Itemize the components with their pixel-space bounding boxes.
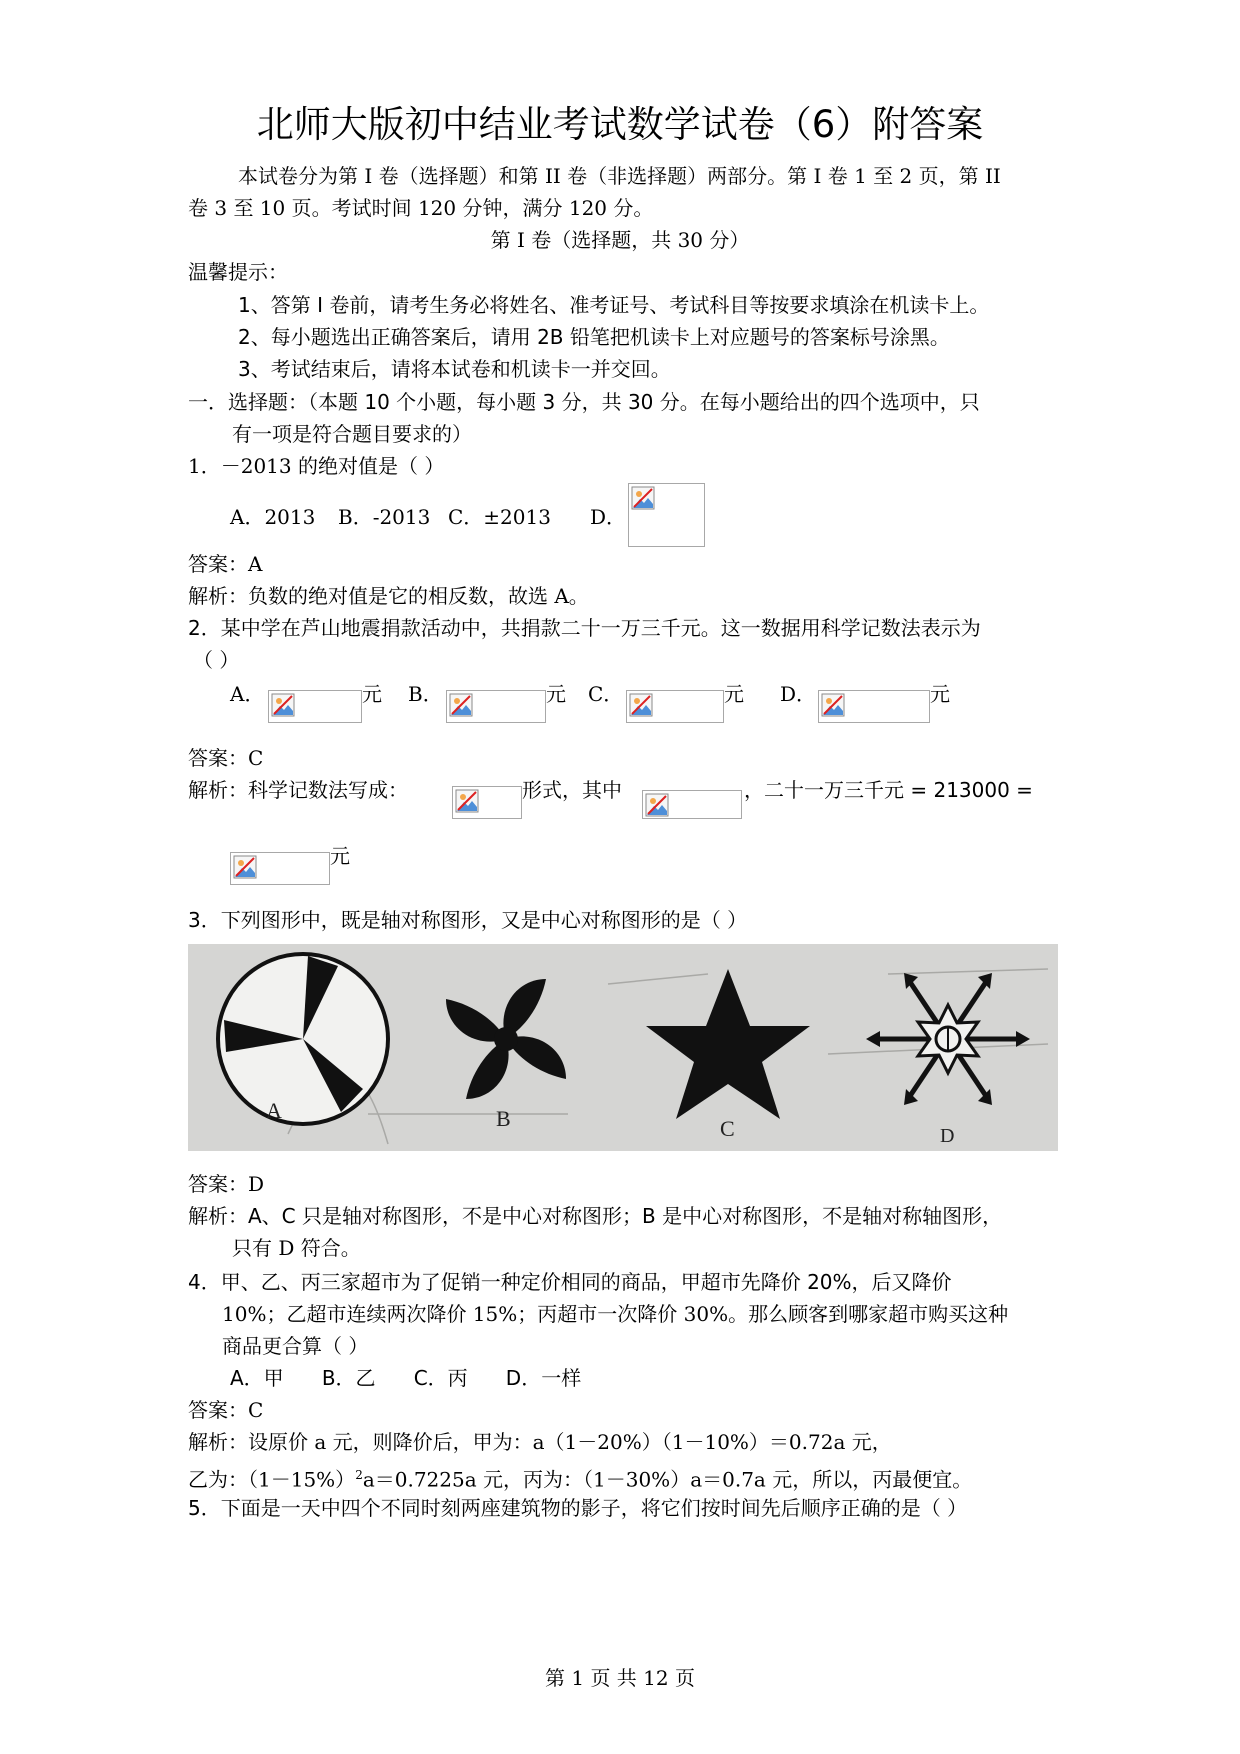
q1-stem: 1．－2013 的绝对值是（ ） [188, 454, 445, 478]
q4-analysis-exponent: 2 [355, 1468, 363, 1482]
broken-image-icon [631, 486, 655, 510]
q4-options: A．甲 B．乙 C．丙 D．一样 [230, 1366, 582, 1390]
q2-stem-cont: （ ） [193, 648, 240, 672]
q2-unit: 元 [930, 682, 950, 706]
q1-analysis: 解析：负数的绝对值是它的相反数，故选 A。 [188, 584, 589, 608]
q4-stem-cont: 商品更合算（ ） [222, 1334, 369, 1358]
tip-item: 1、答第 I 卷前，请考生务必将姓名、准考证号、考试科目等按要求填涂在机读卡上。 [238, 293, 990, 317]
q3-stem: 3．下列图形中，既是轴对称图形，又是中心对称图形的是（ ） [188, 908, 748, 932]
broken-image-placeholder [268, 690, 362, 723]
q2-option-a: A． [230, 682, 265, 706]
q5-stem: 5．下面是一天中四个不同时刻两座建筑物的影子，将它们按时间先后顺序正确的是（ ） [188, 1496, 968, 1520]
broken-image-placeholder [230, 852, 330, 885]
q1-option-d: D． [590, 505, 627, 529]
figure-label-c: C [720, 1116, 735, 1141]
q4-analysis-cont [188, 1461, 972, 1494]
figure-a-circle-blades [218, 954, 388, 1124]
tips-label: 温馨提示： [188, 260, 288, 284]
broken-image-icon [645, 793, 669, 817]
broken-image-placeholder [446, 690, 546, 723]
broken-image-placeholder [626, 690, 724, 723]
q2-option-d: D． [780, 682, 817, 706]
figure-d-snowflake [866, 973, 1030, 1105]
broken-image-icon [821, 693, 845, 717]
broken-image-icon [629, 693, 653, 717]
q2-analysis-unit: 元 [330, 844, 350, 868]
figure-label-d: D [940, 1125, 955, 1147]
intro-line-2: 卷 3 至 10 页。考试时间 120 分钟，满分 120 分。 [188, 196, 654, 220]
q3-figures-svg [188, 944, 1058, 1151]
q3-figure-photo [188, 944, 1058, 1151]
q4-stem-cont: 10%；乙超市连续两次降价 15%；丙超市一次降价 30%。那么顾客到哪家超市购买这种 [222, 1302, 1009, 1326]
figure-label-b: B [496, 1106, 511, 1131]
q1-option-b: B．-2013 [338, 505, 431, 529]
broken-image-icon [449, 693, 473, 717]
q4-answer: 答案：C [188, 1398, 264, 1422]
q3-answer: 答案：D [188, 1172, 265, 1196]
section-heading-cont: 有一项是符合题目要求的） [232, 422, 472, 446]
broken-image-icon [233, 855, 257, 879]
q2-unit: 元 [362, 682, 382, 706]
page-title: 北师大版初中结业考试数学试卷（6）附答案 [256, 103, 984, 146]
q2-analysis-part3: ，二十一万三千元 = 213000 = [744, 778, 1033, 802]
broken-image-placeholder [818, 690, 930, 723]
broken-image-placeholder [628, 483, 705, 547]
tip-item: 3、考试结束后，请将本试卷和机读卡一并交回。 [238, 357, 671, 381]
figure-c-star [646, 969, 810, 1119]
q2-answer: 答案：C [188, 746, 264, 770]
q1-answer: 答案：A [188, 552, 263, 576]
q4-analysis-part: 乙为：（1－15%） [188, 1467, 356, 1492]
page-footer: 第 1 页 共 12 页 [545, 1666, 695, 1690]
q4-analysis: 解析：设原价 a 元，则降价后，甲为：a（1－20%）（1－10%）＝0.72a 元， [188, 1430, 892, 1454]
q2-unit: 元 [724, 682, 744, 706]
q2-analysis-part1: 解析：科学记数法写成： [188, 778, 408, 802]
part-heading: 第 I 卷（选择题，共 30 分） [490, 228, 750, 252]
figure-label-a: A [266, 1098, 282, 1123]
broken-image-icon [455, 789, 479, 813]
q2-option-b: B． [408, 682, 443, 706]
intro-line-1: 本试卷分为第 I 卷（选择题）和第 II 卷（非选择题）两部分。第 I 卷 1 至 2 页，第 II [238, 164, 1001, 188]
q2-option-c: C． [588, 682, 624, 706]
q2-analysis-part2: 形式，其中 [522, 778, 622, 802]
q2-stem: 2．某中学在芦山地震捐款活动中，共捐款二十一万三千元。这一数据用科学记数法表示为 [188, 616, 981, 640]
tip-item: 2、每小题选出正确答案后，请用 2B 铅笔把机读卡上对应题号的答案标号涂黑。 [238, 325, 950, 349]
q2-unit: 元 [546, 682, 566, 706]
broken-image-placeholder [452, 786, 522, 819]
q3-analysis: 解析：A、C 只是轴对称图形，不是中心对称图形；B 是中心对称图形，不是轴对称轴图形， [188, 1204, 1003, 1228]
q1-option-a: A．2013 [230, 505, 316, 529]
figure-b-pinwheel [446, 979, 566, 1099]
q4-stem: 4．甲、乙、丙三家超市为了促销一种定价相同的商品，甲超市先降价 20%，后又降价 [188, 1270, 952, 1294]
q4-analysis-part: a＝0.7225a 元，丙为：（1－30%）a＝0.7a 元，所以，丙最便宜。 [362, 1467, 973, 1492]
broken-image-icon [271, 693, 295, 717]
q1-option-c: C．±2013 [448, 505, 551, 529]
broken-image-placeholder [642, 790, 742, 819]
section-heading: 一．选择题：（本题 10 个小题，每小题 3 分，共 30 分。在每小题给出的四个选项中，只 [188, 390, 980, 414]
q3-analysis-cont: 只有 D 符合。 [232, 1236, 361, 1260]
